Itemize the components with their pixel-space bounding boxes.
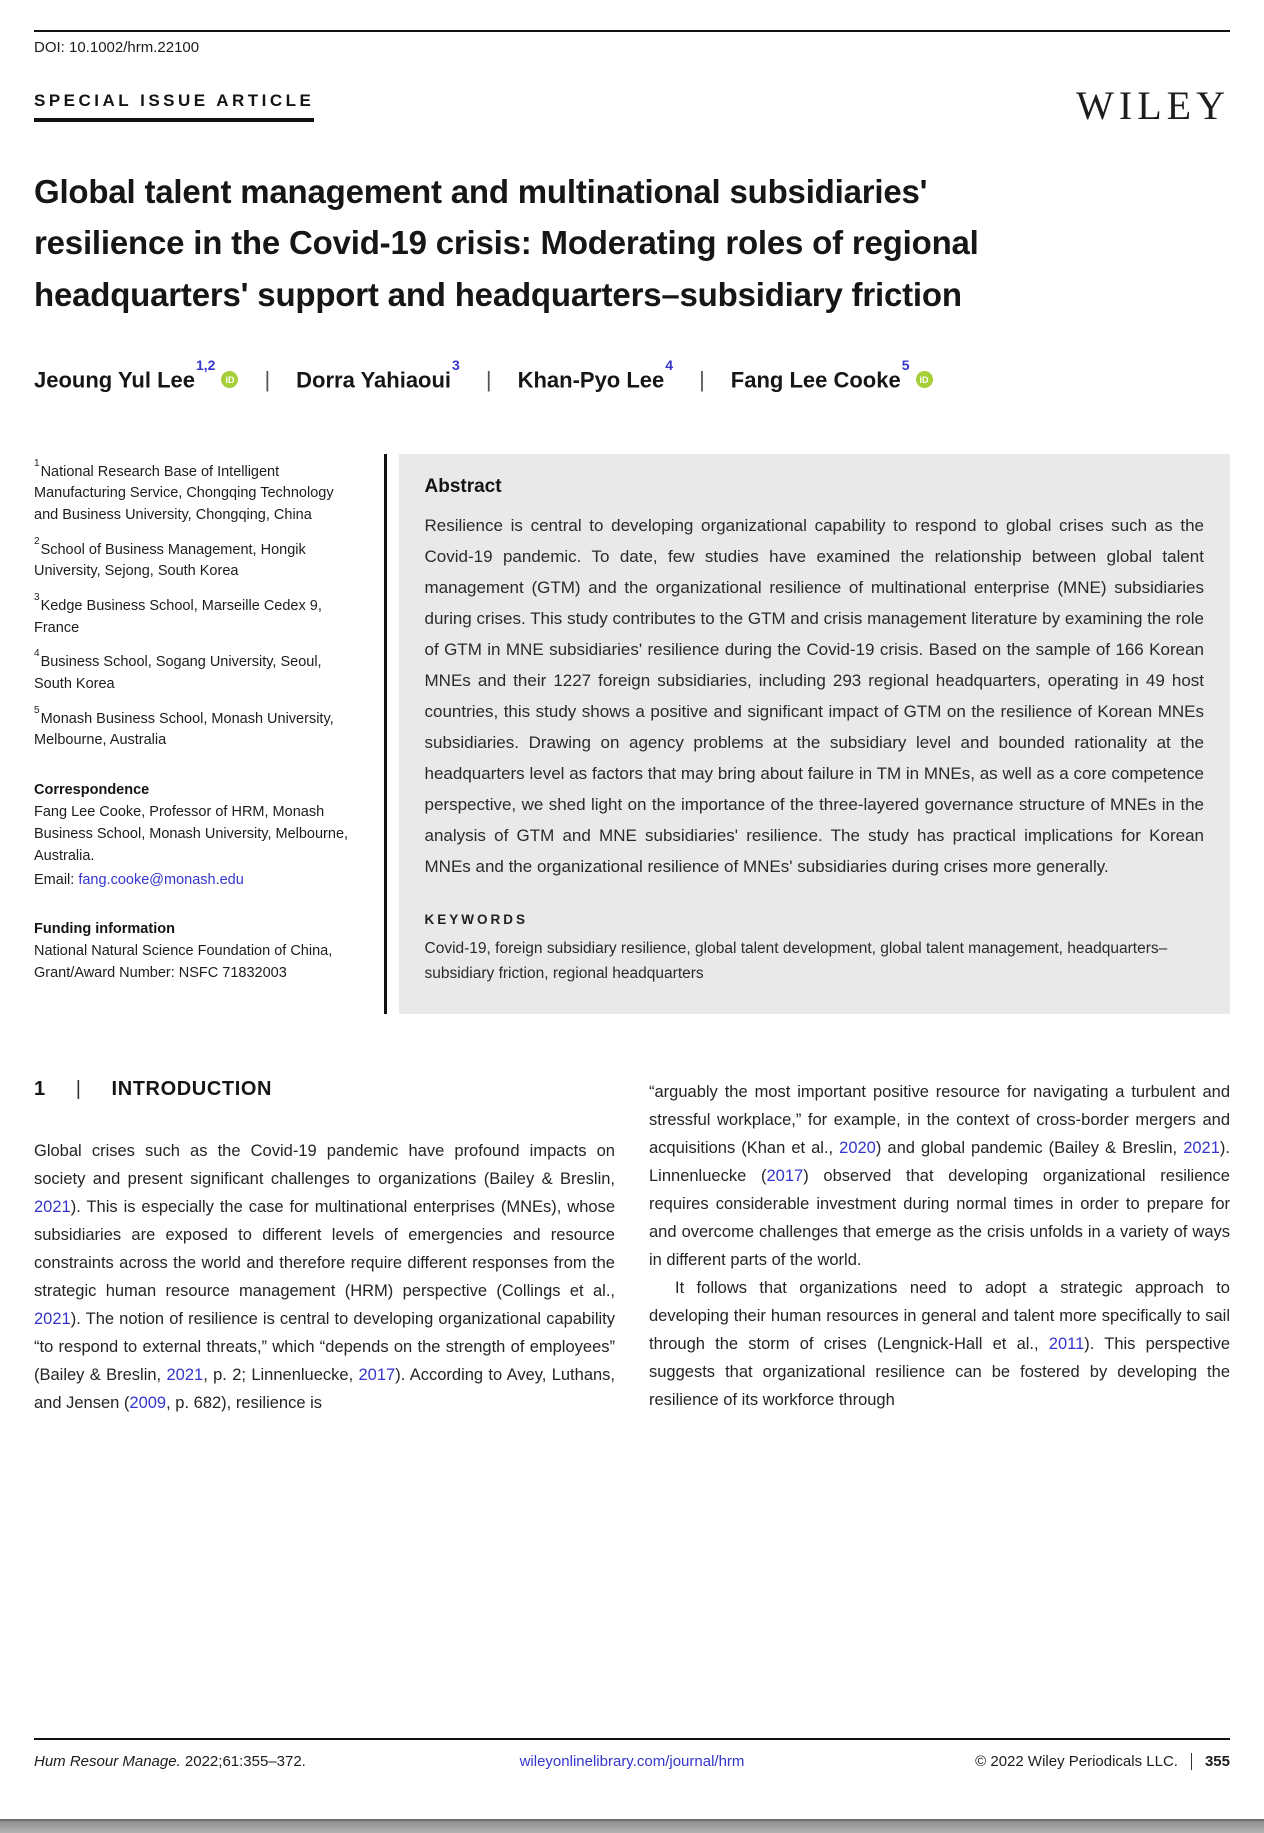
left-column <box>34 1078 615 1417</box>
text-segment: ). Linnenluecke ( <box>649 1139 1230 1186</box>
citation-link[interactable]: 2011 <box>1048 1335 1085 1354</box>
affiliation-ref[interactable]: 3 <box>452 357 460 374</box>
citation-link[interactable]: 2021 <box>166 1366 204 1385</box>
text-segment: ). This is especially the case for multinational enterprises (MNEs), whose subsidiaries are exposed to different levels of emergencies and resource constraints across the world and therefore require different responses from the strategic human resource management (HRM) perspective (Collings et al., <box>34 1198 615 1301</box>
page-header <box>34 82 1230 128</box>
journal-citation <box>34 1753 520 1770</box>
section-heading <box>34 1078 615 1101</box>
affiliation <box>34 650 359 695</box>
wiley-logo: WILEY <box>1076 83 1230 128</box>
abstract-heading: Abstract <box>424 475 502 497</box>
affiliation-text: National Research Base of Intelligent Manufacturing Service, Chongqing Technology and Business University, Chongqing, China <box>34 463 334 524</box>
correspondence-text: Fang Lee Cooke, Professor of HRM, Monash Business School, Monash University, Melbourne, Australia. <box>34 804 349 865</box>
text-segment: ). This perspective suggests that organizational resilience can be fostered by developing the resilience of its workforce through <box>649 1335 1231 1410</box>
citation-link[interactable]: 2009 <box>129 1394 167 1413</box>
funding-text: National Natural Science Foundation of China, Grant/Award Number: NSFC 71832003 <box>34 943 333 982</box>
affiliation <box>34 704 359 752</box>
article-type-label: SPECIAL ISSUE ARTICLE <box>34 91 314 122</box>
author-list <box>34 357 1230 393</box>
abstract-section <box>34 454 1230 1015</box>
author-name-text: Dorra Yahiaoui <box>296 367 452 393</box>
correspondence-email-line <box>34 869 359 891</box>
body-paragraph <box>649 1274 1230 1414</box>
page-content <box>0 30 1264 1417</box>
email-link[interactable]: fang.cooke@monash.edu <box>78 872 244 889</box>
correspondence-heading: Correspondence <box>34 782 150 799</box>
affiliation-ref[interactable]: 5 <box>901 357 910 374</box>
affiliation-number: 2 <box>34 535 40 547</box>
author-name[interactable] <box>517 357 674 393</box>
affiliation-ref[interactable]: 4 <box>665 357 674 374</box>
text-segment: It follows that organizations need to adopt a strategic approach to developing their human resources in general and talent more specifically to sail through the storm of crises (Lengnick-Hall et al., <box>649 1279 1230 1354</box>
citation-link[interactable]: 2017 <box>358 1366 396 1385</box>
abstract-box <box>399 454 1231 1015</box>
keywords-text: Covid-19, foreign subsidiary resilience, global talent development, global talent management, headquarters–subsidiary friction, regional headquarters <box>424 939 1168 982</box>
email-label: Email: <box>34 872 79 889</box>
affiliation-number: 1 <box>34 457 40 469</box>
text-segment: ). The notion of resilience is central to developing organizational capability “to respond to external threats,” which “depends on the strength of employees” (Bailey & Breslin, <box>34 1310 615 1385</box>
page-footer <box>34 1738 1230 1770</box>
affiliation-number: 5 <box>34 704 40 716</box>
affiliation <box>34 457 359 527</box>
author-name[interactable] <box>296 357 460 393</box>
page-number: 355 <box>1191 1753 1230 1770</box>
text-segment: ) observed that developing organizational resilience requires considerable investment during normal times in order to prepare for and overcome challenges that emerge as the crisis unfolds in a variety of ways in different parts of the world. <box>649 1167 1230 1270</box>
column-divider <box>384 454 387 1015</box>
article-info-sidebar <box>34 454 359 1015</box>
citation-link[interactable]: 2020 <box>839 1139 876 1158</box>
affiliation-ref[interactable]: 1,2 <box>195 357 216 374</box>
author-separator: | <box>699 367 705 393</box>
text-segment: “arguably the most important positive resource for navigating a turbulent and stressful workplace,” for example, in the context of cross-border mergers and acquisitions (Khan et al., <box>649 1083 1230 1158</box>
text-segment: , p. 682), resilience is <box>166 1394 323 1413</box>
author-separator: | <box>485 367 492 393</box>
citation-link[interactable]: 2021 <box>34 1198 71 1217</box>
body-paragraph <box>34 1137 615 1417</box>
author-separator: | <box>264 367 271 393</box>
section-title: INTRODUCTION <box>111 1078 273 1101</box>
viewer-bottom-bar <box>0 1819 1264 1833</box>
affiliation-text: School of Business Management, Hongik University, Sejong, South Korea <box>34 541 306 580</box>
orcid-icon[interactable]: iD <box>221 371 238 388</box>
citation-link[interactable]: 2021 <box>1183 1139 1220 1158</box>
footer-right <box>744 1753 1230 1770</box>
section-separator: | <box>75 1078 82 1101</box>
text-segment: ). According to Avey, Luthans, and Jensen ( <box>34 1366 616 1413</box>
author-name-text: Khan-Pyo Lee <box>517 367 665 393</box>
affiliation-text: Monash Business School, Monash University, Melbourne, Australia <box>34 710 334 749</box>
affiliation-number: 4 <box>34 648 40 660</box>
article-title: Global talent management and multinational subsidiaries' resilience in the Covid-19 crisis: Moderating roles of regional headquarters' support and headquarters–subsidiary friction <box>34 173 979 313</box>
body-paragraph <box>649 1078 1230 1274</box>
text-segment: ) and global pandemic (Bailey & Breslin, <box>875 1139 1184 1158</box>
right-column <box>649 1078 1230 1417</box>
author-name[interactable] <box>730 357 933 393</box>
affiliation <box>34 535 359 583</box>
journal-link[interactable]: wileyonlinelibrary.com/journal/hrm <box>519 1753 745 1770</box>
journal-article-page <box>0 30 1264 1833</box>
citation-link[interactable]: 2017 <box>766 1167 804 1186</box>
orcid-icon[interactable]: iD <box>916 371 933 388</box>
affiliation <box>34 594 359 639</box>
top-rule <box>34 30 1230 32</box>
doi-text: DOI: 10.1002/hrm.22100 <box>34 39 200 56</box>
citation-link[interactable]: 2021 <box>34 1310 71 1329</box>
funding-heading: Funding information <box>34 921 175 938</box>
copyright-text: © 2022 Wiley Periodicals LLC. <box>975 1753 1178 1770</box>
keywords-heading: KEYWORDS <box>424 911 529 927</box>
affiliation-text: Business School, Sogang University, Seoul, South Korea <box>34 654 322 693</box>
author-name[interactable] <box>34 357 238 393</box>
affiliation-number: 3 <box>34 592 40 604</box>
section-number: 1 <box>34 1078 46 1101</box>
author-name-text: Fang Lee Cooke <box>730 367 901 393</box>
text-segment: , p. 2; Linnenluecke, <box>203 1366 359 1385</box>
citation-detail: 2022;61:355–372. <box>180 1753 306 1770</box>
affiliation-text: Kedge Business School, Marseille Cedex 9, France <box>34 597 322 636</box>
text-segment: Global crises such as the Covid-19 pandemic have profound impacts on society and present significant challenges to organizations (Bailey & Breslin, <box>34 1142 615 1189</box>
journal-name: Hum Resour Manage. <box>34 1753 181 1770</box>
introduction-section <box>34 1078 1230 1417</box>
author-name-text: Jeoung Yul Lee <box>34 367 195 393</box>
abstract-text: Resilience is central to developing organizational capability to respond to global crises such as the Covid-19 pandemic. To date, few studies have examined the relationship between global talent management (GTM) and the organizational resilience of multinational enterprise (MNE) subsidiaries during crises. This study contributes to the GTM and crisis management literature by examining the role of GTM in MNE subsidiaries' resilience during the Covid-19 crisis. Based on the sample of 166 Korean MNEs and their 1227 foreign subsidiaries, including 293 regional headquarters, operating in 49 host countries, this study shows a positive and significant impact of GTM on the resilience of Korean MNEs subsidiaries. Drawing on agency problems at the subsidiary level and bounded rationality at the headquarters level as factors that may bring about failure in TM in MNEs, as well as a core competence perspective, we shed light on the importance of the three-layered governance structure of MNEs in the analysis of GTM and MNE subsidiaries' resilience. The study has practical implications for Korean MNEs and the organizational resilience of MNEs' subsidiaries during crises more generally. <box>424 515 1204 876</box>
